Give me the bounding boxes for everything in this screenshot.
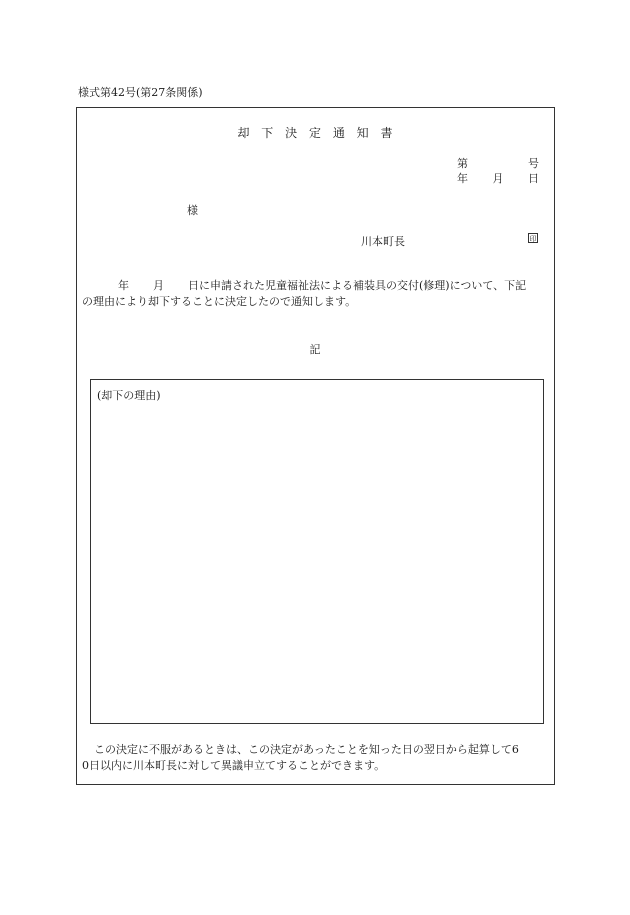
title-char: 下 [261, 126, 274, 140]
title-char: 知 [356, 126, 369, 140]
year-label: 年 [457, 172, 468, 185]
notice-body [82, 278, 552, 310]
seal-mark: 印 [529, 235, 537, 243]
reason-box [90, 379, 544, 724]
day-label: 日 [528, 172, 539, 185]
body-year: 年 [118, 279, 129, 292]
recipient-suffix: 様 [187, 204, 198, 217]
body-month: 月 [153, 279, 164, 292]
appeal-notice-line2: 0日以内に川本町長に対して異議申立てすることができます。 [82, 759, 386, 772]
notice-body-line1 [82, 278, 552, 294]
title-char: 書 [380, 126, 393, 140]
notice-body-line2: の理由により却下することに決定したので通知します。 [82, 295, 357, 308]
document-number-row [457, 156, 539, 171]
body-line1-rest: 日に申請された児童福祉法による補装具の交付(修理)について、下記 [188, 279, 527, 292]
document-date-row [457, 171, 539, 186]
month-label: 月 [492, 172, 504, 185]
go-label: 号 [528, 157, 539, 170]
document-title [0, 124, 630, 141]
dai-label: 第 [457, 157, 468, 170]
title-char: 通 [332, 126, 345, 140]
ki-heading: 記 [309, 343, 321, 356]
appeal-notice-line1: この決定に不服があるときは、この決定があったことを知った日の翌日から起算して6 [94, 743, 519, 756]
title-char: 決 [285, 126, 298, 140]
sender-name: 川本町長 [361, 235, 405, 248]
title-char: 却 [237, 126, 250, 140]
reason-label: (却下の理由) [97, 389, 161, 402]
document-number-block [457, 156, 539, 186]
appeal-notice [82, 742, 552, 774]
form-number: 様式第42号(第27条関係) [78, 86, 203, 99]
title-char: 定 [308, 126, 321, 140]
